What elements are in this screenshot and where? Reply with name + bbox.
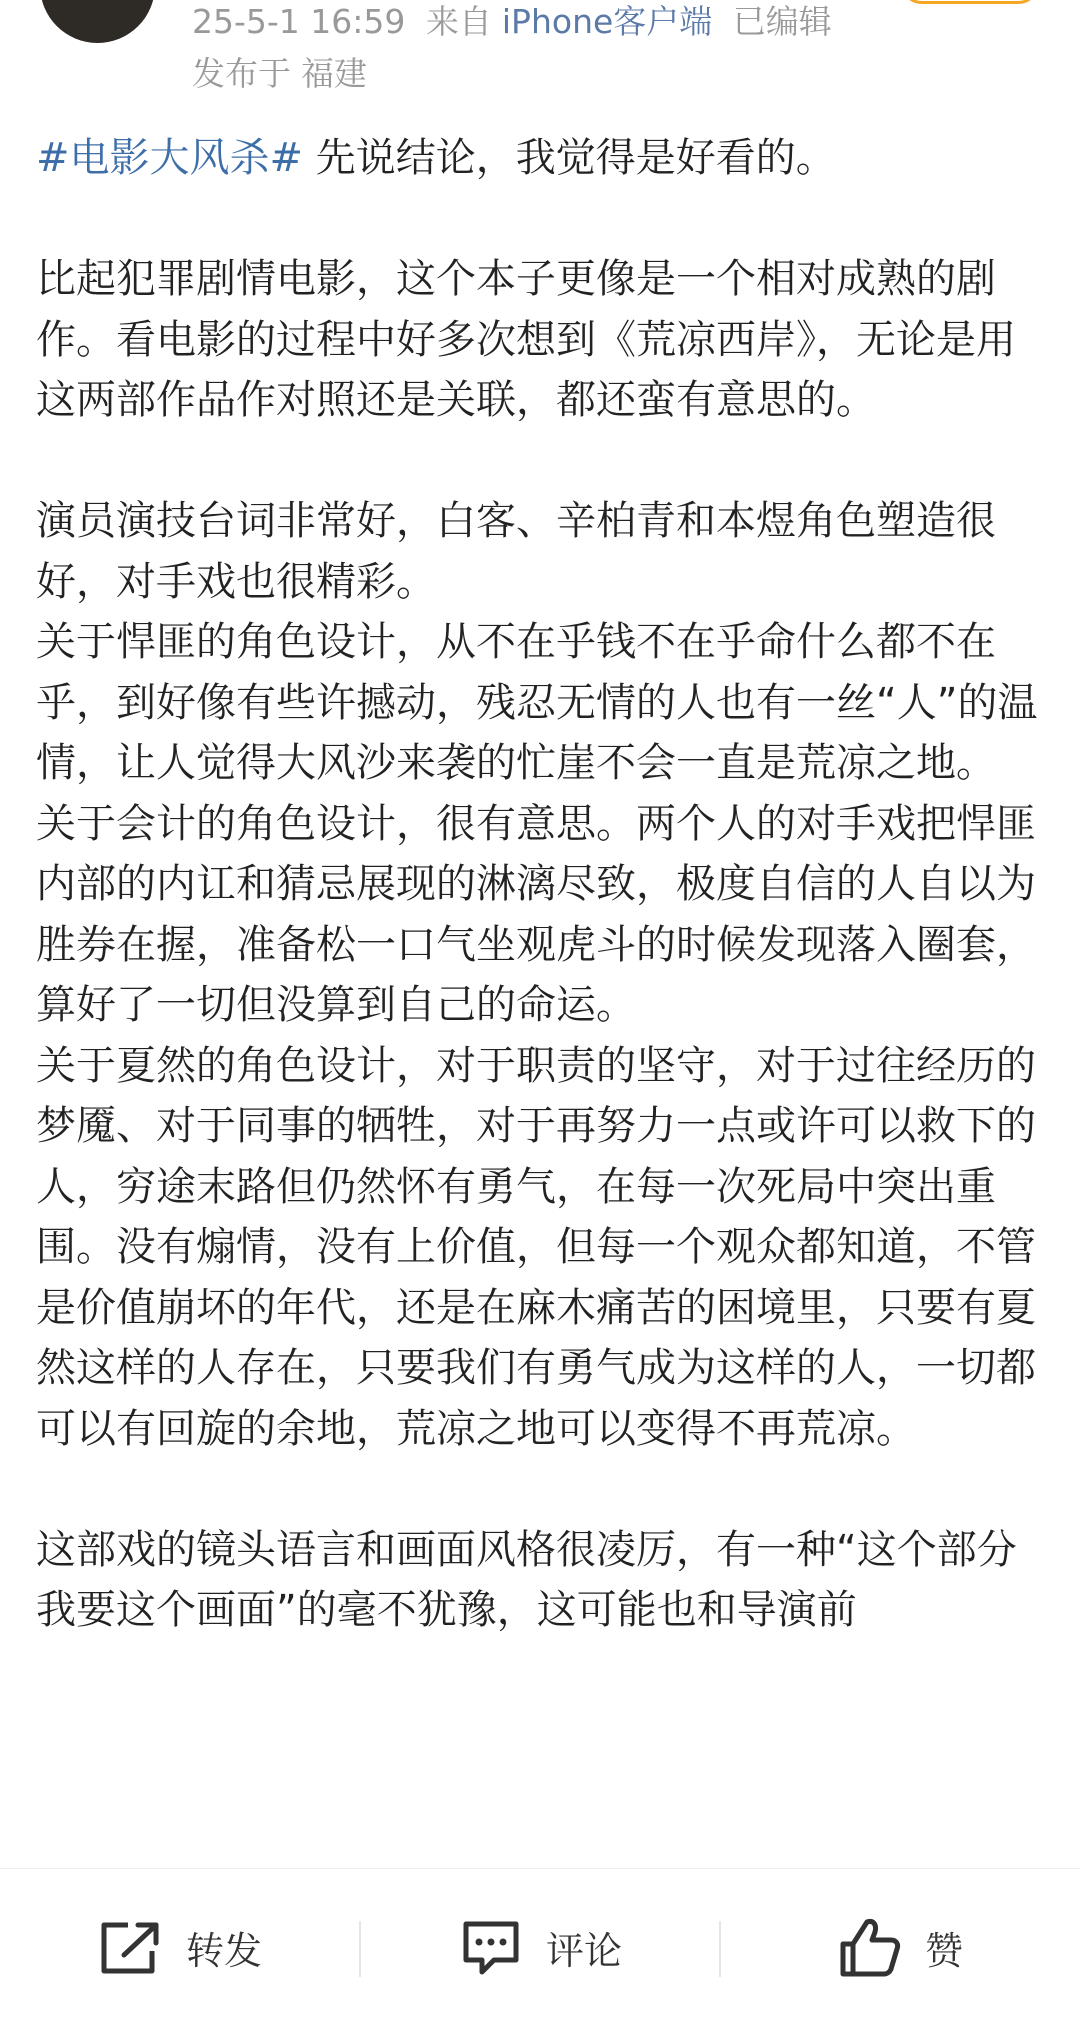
paragraph: [36, 128, 1046, 189]
post-meta: [192, 0, 842, 44]
post-source[interactable]: iPhone客户端: [501, 2, 713, 41]
action-bar: [0, 1868, 1080, 2026]
post-body: [36, 128, 1046, 1641]
edited-badge: 已编辑: [732, 2, 832, 41]
paragraph-spacer: [36, 189, 1046, 250]
paragraph-text: 先说结论，我觉得是好看的。: [315, 135, 836, 181]
comment-label: 评论: [545, 1929, 622, 1973]
paragraph-spacer: [36, 431, 1046, 492]
share-icon: [98, 1919, 164, 1977]
paragraph: 关于夏然的角色设计，对于职责的坚守，对于过往经历的梦魇、对于同事的牺牲，对于再努力一点或许可以救下的人，穷途末路但仍然怀有勇气，在每一次死局中突出重围。没有煽情，没有上价值，但每一个观众都知道，不管是价值崩坏的年代，还是在麻木痛苦的困境里，只要有夏然这样的人存在，只要我们有勇气成为这样的人，一切都可以有回旋的余地，荒凉之地可以变得不再荒凉。: [36, 1042, 1036, 1452]
repost-button[interactable]: [0, 1869, 360, 2026]
user-avatar[interactable]: [40, 0, 155, 43]
hashtag-link[interactable]: #电影大风杀#: [36, 135, 304, 181]
post-header: [0, 0, 1080, 100]
paragraph: 这部戏的镜头语言和画面风格很凌厉，有一种“这个部分我要这个画面”的毫不犹豫，这可能也和导演前: [36, 1526, 1017, 1633]
like-button[interactable]: [720, 1869, 1080, 2026]
location-name: 福建: [301, 54, 367, 93]
follow-button[interactable]: [900, 0, 1040, 4]
post-location: [192, 52, 377, 96]
paragraph: 关于悍匪的角色设计，从不在乎钱不在乎命什么都不在乎，到好像有些许撼动，残忍无情的人也有一丝“人”的温情，让人觉得大风沙来袭的忙崖不会一直是荒凉之地。: [36, 619, 1038, 786]
paragraph: 比起犯罪剧情电影，这个本子更像是一个相对成熟的剧作。看电影的过程中好多次想到《荒凉西岸》，无论是用这两部作品作对照还是关联，都还蛮有意思的。: [36, 256, 1016, 423]
comment-button[interactable]: [360, 1869, 720, 2026]
repost-label: 转发: [185, 1929, 262, 1973]
like-label: 赞: [924, 1929, 963, 1973]
post-time: 25-5-1 16:59: [192, 2, 406, 41]
content-fade: [0, 1812, 1080, 1872]
paragraph: 演员演技台词非常好，白客、辛柏青和本煜角色塑造很好，对手戏也很精彩。: [36, 498, 996, 605]
comment-icon: [458, 1918, 524, 1978]
thumbs-up-icon: [837, 1916, 903, 1980]
location-prefix: 发布于: [192, 54, 291, 93]
source-prefix: 来自: [425, 2, 492, 41]
paragraph: 关于会计的角色设计，很有意思。两个人的对手戏把悍匪内部的内讧和猜忌展现的淋漓尽致，极度自信的人自以为胜券在握，准备松一口气坐观虎斗的时候发现落入圈套，算好了一切但没算到自己的命运。: [36, 800, 1036, 1028]
paragraph-spacer: [36, 1459, 1046, 1520]
